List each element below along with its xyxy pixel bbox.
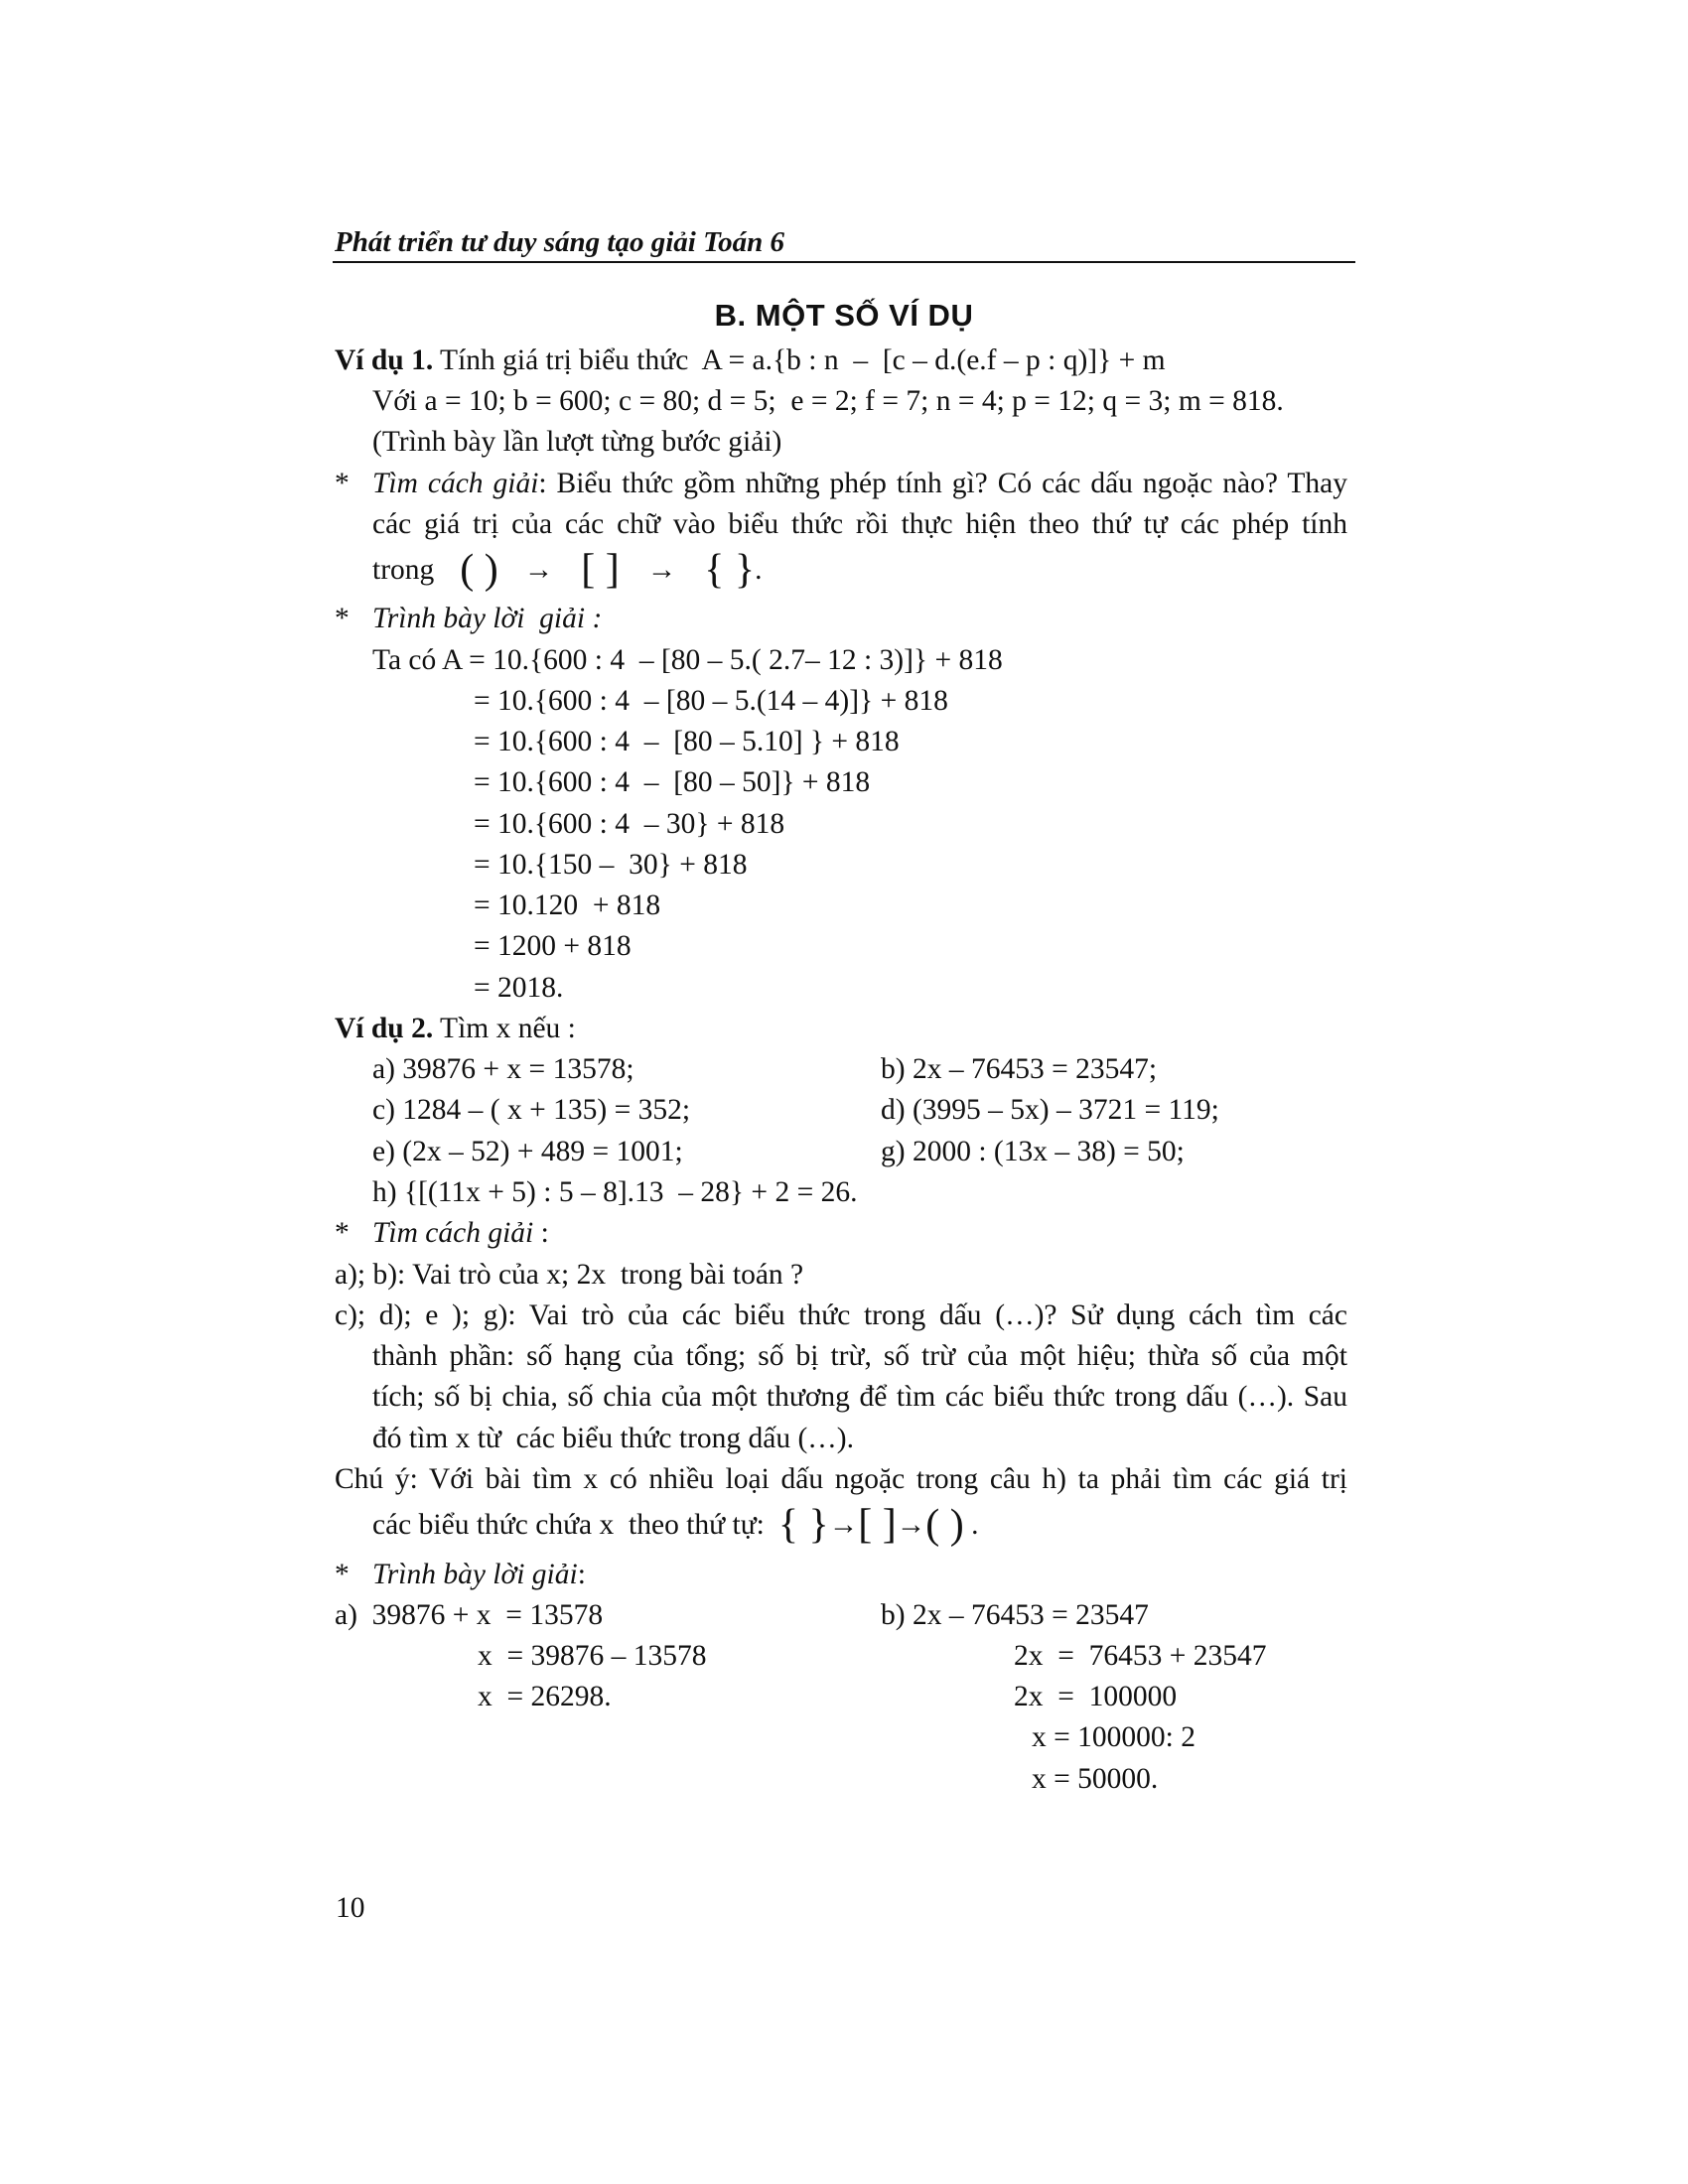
example-1-hint-line-2: các giá trị của các chữ vào biểu thức rồi thực hiện theo thứ tự các phép tính [372, 508, 1347, 540]
solution-label: Trình bày lời giải [372, 1559, 578, 1590]
example-2-hint-heading [372, 1215, 549, 1251]
note-line-2 [372, 1502, 979, 1548]
hint-cdeg-line-4: đó tìm x từ các biểu thức trong dấu (…). [372, 1423, 855, 1454]
solution-b-line: x = 50000. [1032, 1763, 1159, 1795]
parentheses-symbol: ( ) [925, 1502, 964, 1548]
hint-end: . [755, 554, 763, 586]
hint-cdeg-line-2: thành phần: số hạng của tổng; số bị trừ, số trừ của một hiệu; thừa số của một [372, 1340, 1347, 1372]
problem-a: a) 39876 + x = 13578; [372, 1053, 634, 1085]
solution-step: = 10.{600 : 4 – 30} + 818 [474, 808, 785, 840]
solution-bullet: * [335, 603, 350, 634]
solution-b-line: 2x = 76453 + 23547 [1014, 1640, 1267, 1672]
hint-colon: : [533, 1217, 549, 1249]
example-1-label: Ví dụ 1. [335, 344, 434, 376]
solution-b-line: 2x = 100000 [1014, 1681, 1178, 1712]
solution-bullet: * [335, 1559, 350, 1590]
note-line-1: Chú ý: Với bài tìm x có nhiều loại dấu ngoặc trong câu h) ta phải tìm các giá trị [335, 1463, 1347, 1495]
solution-label: Trình bày lời giải : [372, 603, 603, 634]
hint-label: Tìm cách giải [372, 1217, 534, 1249]
problem-b: b) 2x – 76453 = 23547; [881, 1053, 1158, 1085]
problem-h: h) {[(11x + 5) : 5 – 8].13 – 28} + 2 = 26. [372, 1176, 858, 1208]
solution-step: Ta có A = 10.{600 : 4 – [80 – 5.( 2.7– 12 : 3)]} + 818 [372, 644, 1003, 676]
solution-a-line: x = 26298. [478, 1681, 612, 1712]
arrow-icon: → [523, 554, 554, 586]
square-brackets-symbol: [ ] [858, 1502, 897, 1548]
hint-bullet: * [335, 468, 350, 499]
solution-step: = 10.{600 : 4 – [80 – 5.(14 – 4)]} + 818 [474, 685, 948, 717]
hint-text: : Biểu thức gồm những phép tính gì? Có các dấu ngoặc nào? Thay [538, 468, 1347, 499]
example-1-hint-line-3 [372, 547, 763, 593]
solution-colon: : [577, 1559, 586, 1590]
section-title: B. MỘT SỐ VÍ DỤ [714, 298, 974, 333]
example-1-hint-line-1 [372, 466, 1347, 501]
example-2-statement [335, 1011, 576, 1046]
solution-a-line: x = 39876 – 13578 [478, 1640, 707, 1672]
problem-e: e) (2x – 52) + 489 = 1001; [372, 1136, 683, 1167]
solution-step: = 10.{600 : 4 – [80 – 50]} + 818 [474, 766, 871, 798]
example-2-label: Ví dụ 2. [335, 1013, 434, 1044]
note-text: các biểu thức chứa x theo thứ tự: [372, 1509, 765, 1541]
hint-cdeg-line-1: c); d); e ); g): Vai trò của các biểu thức trong dấu (…)? Sử dụng cách tìm các [335, 1299, 1347, 1331]
example-1-note: (Trình bày lần lượt từng bước giải) [372, 426, 782, 458]
example-2-solution-heading [372, 1557, 586, 1592]
arrow-icon: → [828, 1509, 859, 1541]
problem-d: d) (3995 – 5x) – 3721 = 119; [881, 1094, 1219, 1126]
example-1-text: Tính giá trị biểu thức A = a.{b : n – [c – d.(e.f – p : q)]} + m [433, 344, 1166, 376]
solution-step: = 10.120 + 818 [474, 889, 661, 921]
parentheses-symbol: ( ) [460, 547, 498, 593]
solution-b-line: b) 2x – 76453 = 23547 [881, 1599, 1149, 1631]
solution-step: = 10.{150 – 30} + 818 [474, 849, 748, 881]
header-rule [333, 261, 1355, 263]
arrow-icon: → [896, 1509, 926, 1541]
hint-label: Tìm cách giải [372, 468, 539, 499]
page-number: 10 [336, 1892, 365, 1924]
example-1-values: Với a = 10; b = 600; c = 80; d = 5; e = 2; f = 7; n = 4; p = 12; q = 3; m = 818. [372, 385, 1284, 417]
curly-braces-symbol: { } [704, 547, 756, 593]
arrow-icon: → [646, 554, 677, 586]
note-end: . [963, 1509, 979, 1541]
example-1-statement [335, 342, 1166, 378]
solution-b-line: x = 100000: 2 [1032, 1721, 1196, 1753]
example-2-text: Tìm x nếu : [433, 1013, 576, 1044]
hint-text: trong [372, 554, 435, 586]
solution-a-line: a) 39876 + x = 13578 [335, 1599, 604, 1631]
hint-ab: a); b): Vai trò của x; 2x trong bài toán ? [335, 1259, 804, 1291]
hint-cdeg-line-3: tích; số bị chia, số chia của một thương để tìm các biểu thức trong dấu (…). Sau [372, 1381, 1347, 1413]
square-brackets-symbol: [ ] [581, 547, 620, 593]
running-header: Phát triển tư duy sáng tạo giải Toán 6 [335, 226, 784, 258]
solution-step: = 2018. [474, 972, 564, 1004]
hint-bullet: * [335, 1217, 350, 1249]
solution-step: = 1200 + 818 [474, 930, 632, 962]
solution-step: = 10.{600 : 4 – [80 – 5.10] } + 818 [474, 726, 900, 757]
curly-braces-symbol: { } [777, 1502, 829, 1548]
problem-g: g) 2000 : (13x – 38) = 50; [881, 1136, 1185, 1167]
problem-c: c) 1284 – ( x + 135) = 352; [372, 1094, 691, 1126]
